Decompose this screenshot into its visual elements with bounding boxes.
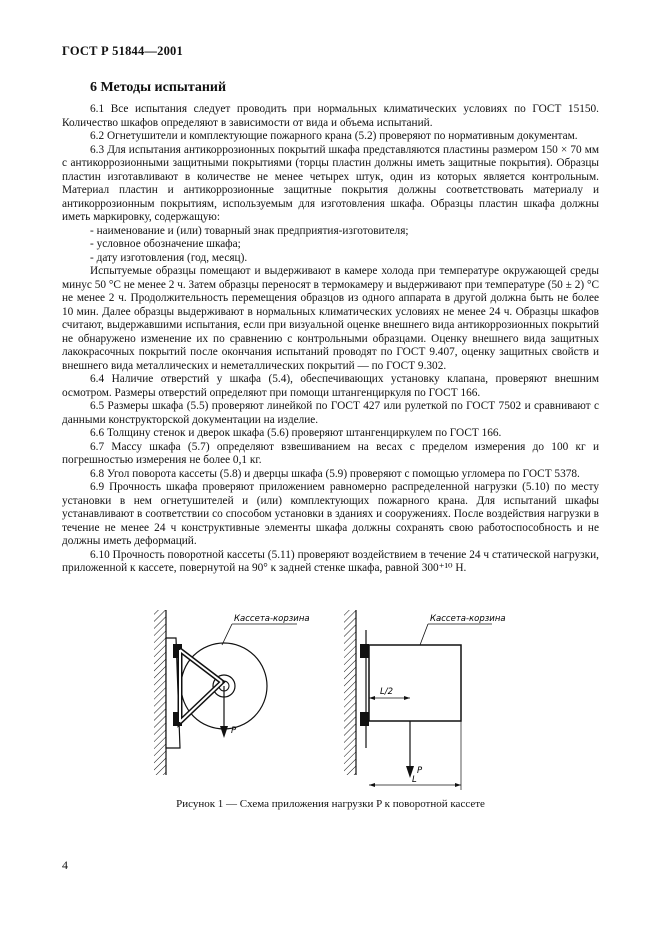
figure-caption: Рисунок 1 — Схема приложения нагрузки P к поворотной кассете — [176, 798, 485, 810]
paragraph-6-9: 6.9 Прочность шкафа проверяют приложением равномерно распределенной нагрузки (5.10) по месту установки в нем огнетушителей и (или) комплектующих пожарного крана. Для испытаний шкафы устанавливают в соответствии со способом установки в зданиях и сооружениях. После воздействия нагрузки в течение не менее 24 ч конструктивные элементы шкафа должны сохранять свою работоспособность и не должны иметь деформаций. — [62, 481, 599, 547]
paragraph-6-10: 6.10 Прочность поворотной кассеты (5.11) проверяют воздействием в течение 24 ч статической нагрузки, приложенной к кассете, повернутой на 90° к задней стенке шкафа, равной 300⁺¹⁰ Н. — [62, 548, 599, 574]
section-title: 6 Методы испытаний — [90, 80, 227, 95]
force-label-left: P — [231, 726, 237, 736]
paragraph-6-6: 6.6 Толщину стенок и дверок шкафа (5.6) проверяют штангенциркулем по ГОСТ 166. — [90, 427, 502, 439]
force-label-right: P — [417, 766, 423, 776]
dim-full-label: L — [412, 775, 417, 785]
paragraph-6-8: 6.8 Угол поворота кассеты (5.8) и дверцы шкафа (5.9) проверяют с помощью угломера по ГОСТ 5378. — [90, 467, 580, 480]
dim-half-label: L/2 — [380, 687, 394, 697]
cassette-frame — [180, 650, 222, 722]
hinge-top — [360, 644, 369, 658]
leader-line-left — [222, 624, 232, 645]
marking-item: - наименование и (или) товарный знак предприятия-изготовителя; — [90, 224, 409, 237]
body-text — [62, 103, 599, 576]
right-view — [344, 610, 506, 790]
paragraph-6-2: 6.2 Огнетушители и комплектующие пожарного крана (5.2) проверяют по нормативным документам. — [90, 130, 578, 142]
figure-1-diagram — [62, 600, 599, 795]
paragraph-6-5: 6.5 Размеры шкафа (5.5) проверяют линейкой по ГОСТ 427 или рулеткой по ГОСТ 7502 и сравнивают с данными конструкторской документации на изделие. — [62, 400, 599, 426]
paragraph-6-3: 6.3 Для испытания антикоррозионных покрытий шкафа представляются пластины размером 150 × 70 мм с антикоррозионными защитными покрытиями (торцы пластин должны иметь защитные покрытия). Образцы пластин изготавливают в количестве не менее четырех штук, один из которых является контрольным. Материал пластин и антикоррозионные защитные покрытия должны соответствовать материалу и антикоррозионным покрытиям, используемым для изготовления шкафа. Образцы пластин шкафа должны иметь маркировку, содержащую: — [62, 143, 599, 223]
paragraph-6-4: 6.4 Наличие отверстий у шкафа (5.4), обеспечивающих установку клапана, проверяют внешним осмотром. Размеры отверстий определяют при помощи штангенциркуля по ГОСТ 166. — [62, 373, 599, 399]
paragraph-6-1: 6.1 Все испытания следует проводить при нормальных климатических условиях по ГОСТ 15150. Количество шкафов определяют в зависимости от вида и объема испытаний. — [62, 103, 599, 129]
cassette-label-left: Кассета-корзина — [234, 614, 310, 624]
paragraph-6-3-cont: Испытуемые образцы помещают и выдерживают в камере холода при температуре окружающей среды минус 50 °С не менее 2 ч. Затем образцы переносят в термокамеру и выдерживают при температуре (50 ± 2) °С не менее 2 ч. Продолжительность перемещения образцов из одного аппарата в другой должна быть не более 10 мин. Далее образцы выдерживают в нормальных климатических условиях не менее 24 ч. Образцы шкафов считают, выдержавшими испытания, если при визуальной оценке внешнего вида антикоррозионных покрытий не обнаружено изменение их по сравнению с контрольными образцами. Оценку внешнего вида защитных лакокрасочных покрытий после окончания испытаний проводят по ГОСТ 9.407, оценку защитных свойств и внешнего вида металлических и неметаллических покрытий — по ГОСТ 9.302. — [62, 265, 599, 372]
wall-hatching — [154, 610, 166, 775]
document-header: ГОСТ Р 51844—2001 — [62, 44, 183, 58]
marking-item: - дату изготовления (год, месяц). — [90, 251, 248, 264]
cassette-label-right: Кассета-корзина — [430, 614, 506, 624]
cassette-box — [369, 645, 461, 721]
paragraph-6-7: 6.7 Массу шкафа (5.7) определяют взвешиванием на весах с пределом измерения до 100 кг и погрешностью измерения не более 0,1 кг. — [62, 440, 599, 466]
wall-hatching — [344, 610, 356, 775]
hinge-bottom — [360, 712, 369, 726]
leader-line-right — [420, 624, 428, 645]
marking-item: - условное обозначение шкафа; — [90, 238, 241, 250]
page-number: 4 — [62, 858, 68, 872]
left-view — [154, 610, 310, 775]
